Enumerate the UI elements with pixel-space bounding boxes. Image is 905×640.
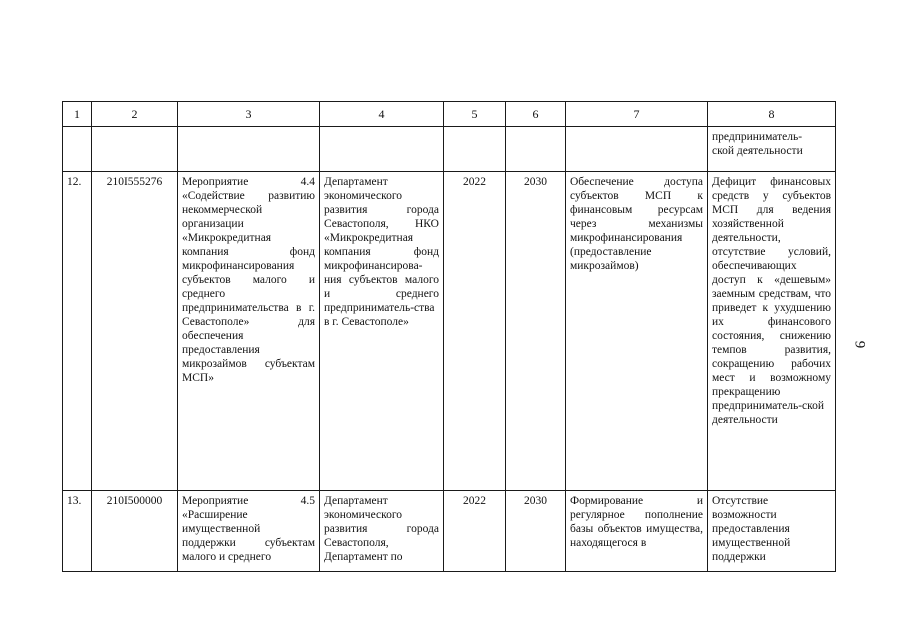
row-start-year: 2022 bbox=[444, 172, 506, 491]
cell-empty bbox=[320, 127, 444, 172]
row-end-year: 2030 bbox=[506, 172, 566, 491]
table-row bbox=[63, 491, 836, 572]
row-code: 210I500000 bbox=[92, 491, 178, 572]
header-cell-4: 4 bbox=[320, 102, 444, 127]
cell-empty bbox=[444, 127, 506, 172]
row-end-year: 2030 bbox=[506, 491, 566, 572]
header-cell-3: 3 bbox=[178, 102, 320, 127]
continuation-consequences: предприниматель- ской деятельности bbox=[708, 127, 836, 172]
cell-empty bbox=[506, 127, 566, 172]
row-number: 13. bbox=[63, 491, 92, 572]
header-cell-2: 2 bbox=[92, 102, 178, 127]
header-cell-8: 8 bbox=[708, 102, 836, 127]
row-result: Формирование и регулярное пополнение базы объектов имущества, находящегося в bbox=[566, 491, 708, 572]
cell-empty bbox=[63, 127, 92, 172]
header-cell-5: 5 bbox=[444, 102, 506, 127]
table-row bbox=[63, 172, 836, 491]
cell-empty bbox=[178, 127, 320, 172]
page-number: 9 bbox=[851, 340, 868, 349]
row-executor: Департамент экономического развития города Севастополя, Департамент по bbox=[320, 491, 444, 572]
row-number: 12. bbox=[63, 172, 92, 491]
plan-table bbox=[62, 101, 836, 572]
header-cell-6: 6 bbox=[506, 102, 566, 127]
row-executor: Департамент экономического развития города Севастополя, НКО «Микрокредитная компания фонд микрофинансирова-ния субъектов малого и среднего предприниматель-ства в г. Севастополе» bbox=[320, 172, 444, 491]
header-cell-7: 7 bbox=[566, 102, 708, 127]
cell-empty bbox=[566, 127, 708, 172]
row-consequences: Дефицит финансовых средств у субъектов МСП для ведения хозяйственной деятельности, отсутствие условий, обеспечивающих доступ к «дешевым» заемным средствам, что приведет к ухудшению их финансового состояния, снижению темпов развития, сокращению рабочих мест и возможному прекращению предприниматель-ской деятельности bbox=[708, 172, 836, 491]
row-code: 210I555276 bbox=[92, 172, 178, 491]
row-start-year: 2022 bbox=[444, 491, 506, 572]
cell-empty bbox=[92, 127, 178, 172]
row-result: Обеспечение доступа субъектов МСП к финансовым ресурсам через механизмы микрофинансирования (предоставление микрозаймов) bbox=[566, 172, 708, 491]
row-consequences: Отсутствие возможности предоставления имущественной поддержки bbox=[708, 491, 836, 572]
row-event: Мероприятие 4.4 «Содействие развитию некоммерческой организации «Микрокредитная компания фонд микрофинансирования субъектов малого и среднего предпринимательства в г. Севастополе» для обеспечения предоставления микрозаймов субъектам МСП» bbox=[178, 172, 320, 491]
header-row bbox=[63, 102, 836, 127]
header-cell-1: 1 bbox=[63, 102, 92, 127]
continuation-row bbox=[63, 127, 836, 172]
row-event: Мероприятие 4.5 «Расширение имущественной поддержки субъектам малого и среднего bbox=[178, 491, 320, 572]
